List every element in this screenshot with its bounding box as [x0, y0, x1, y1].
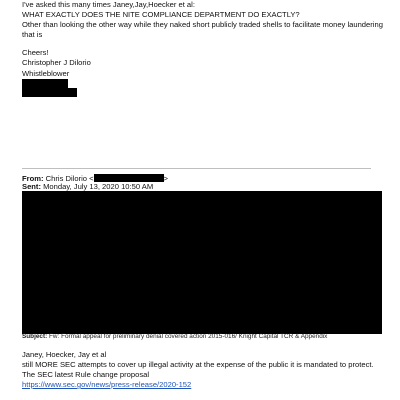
- sent-label: Sent:: [22, 182, 41, 191]
- body-line-3: The SEC latest Rule change proposal: [22, 370, 150, 379]
- signature-name: Christopher J Dilorio: [22, 58, 91, 67]
- body-line-1: Janey, Hoecker, Jay et al: [22, 350, 107, 359]
- message-line-1: I've asked this many times Janey,Jay,Hoecker et al:: [22, 0, 195, 9]
- message-line-2: WHAT EXACTLY DOES THE NITE COMPLIANCE DEPARTMENT DO EXACTLY?: [22, 10, 300, 19]
- body-line-2: still MORE SEC attempts to cover up illegal activity at the expense of the public it is mandated to protect.: [22, 360, 374, 369]
- subject-value: Fw: Formal appeal for preliminary denial covered action 2015-016/ Knight Capital TCR & Appendix: [49, 333, 328, 340]
- redaction-signature-1: [22, 79, 68, 88]
- message-line-3: Other than looking the other way while they naked short publicly traded shells to facilitate money laundering: [22, 20, 383, 29]
- from-suffix: >: [163, 174, 168, 183]
- subject-label: Subject:: [22, 333, 48, 340]
- redaction-recipients: [22, 191, 382, 334]
- signature-title: Whistleblower: [22, 69, 70, 78]
- redaction-signature-2: [22, 88, 77, 97]
- subject-row: [22, 333, 327, 341]
- closing: Cheers!: [22, 48, 49, 57]
- forward-divider: [22, 168, 371, 169]
- press-release-link[interactable]: https://www.sec.gov/news/press-release/2020-152: [22, 380, 192, 389]
- from-name: Chris Dilorio <: [45, 174, 94, 183]
- sent-value: Monday, July 13, 2020 10:50 AM: [43, 182, 154, 191]
- from-label: From:: [22, 174, 44, 183]
- redaction-from-email: [94, 174, 164, 182]
- message-line-4: that is: [22, 30, 43, 39]
